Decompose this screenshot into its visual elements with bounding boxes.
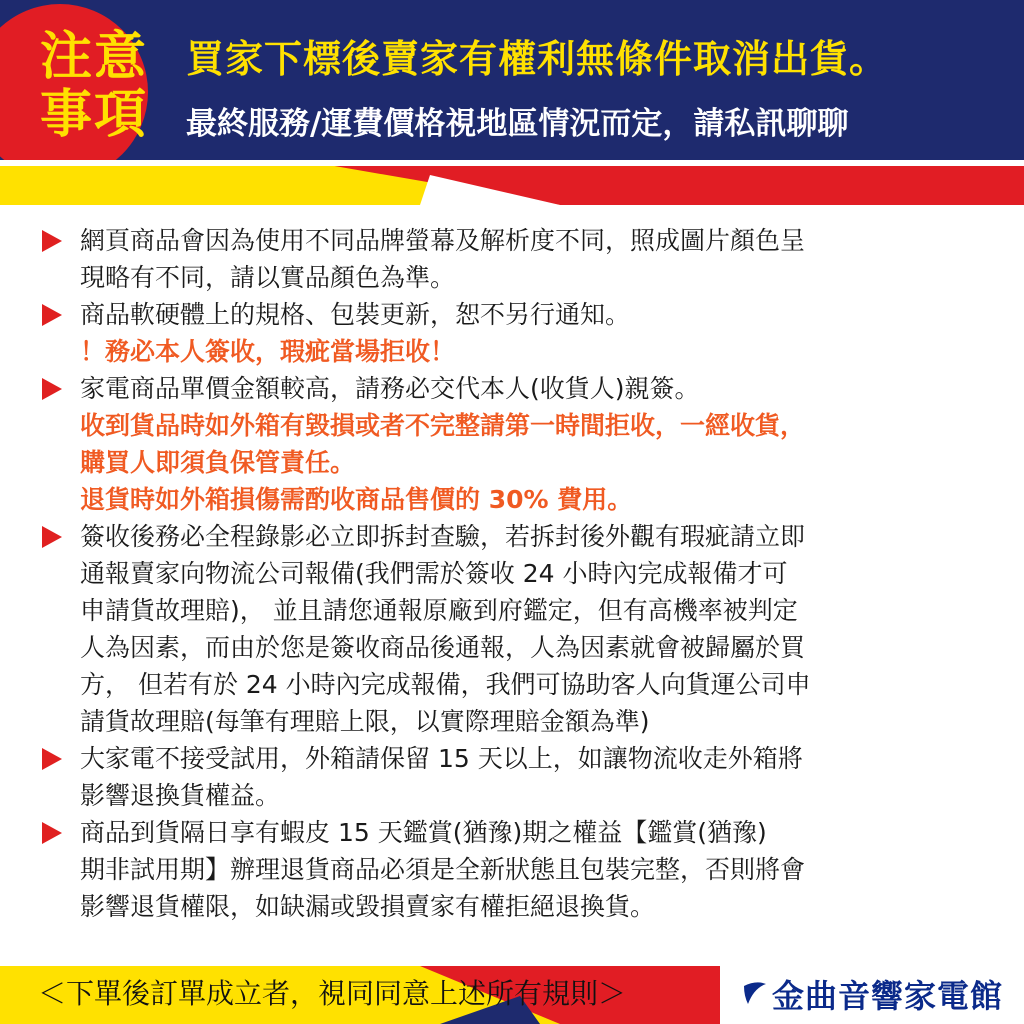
rules-agreement-text: ＜下單後訂單成立者，視同同意上述所有規則＞ (38, 977, 627, 1010)
badge-bottom: 事項 (40, 85, 149, 145)
triangle-bullet-icon (42, 748, 62, 770)
footer-banner (0, 966, 1024, 1024)
item-line: 期非試用期】辦理退貨商品必須是全新狀態且包裝完整，否則將會 (80, 855, 806, 884)
item-line: 現略有不同，請以實品顏色為準。 (80, 263, 456, 292)
triangle-bullet-icon (42, 304, 62, 326)
item-line: 商品軟硬體上的規格、包裝更新，恕不另行通知。 (80, 300, 631, 329)
item-line: 請貨故理賠(每筆有理賠上限，以實際理賠金額為準) (80, 707, 650, 736)
store-logo (740, 968, 1003, 1020)
warning-note: 退貨時如外箱損傷需酌收商品售價的 30% 費用。 (80, 485, 633, 514)
triangle-bullet-icon (42, 230, 62, 252)
list-item (40, 814, 990, 925)
list-item (40, 740, 990, 814)
triangle-bullet-icon (42, 378, 62, 400)
item-line: 影響退貨權限，如缺漏或毀損賣家有權拒絕退換貨。 (80, 892, 656, 921)
notice-badge (40, 28, 160, 144)
item-line: 影響退換貨權益。 (80, 781, 281, 810)
warning-note: 購買人即須負保管責任。 (80, 448, 356, 477)
notice-list (40, 222, 990, 925)
item-line: 通報賣家向物流公司報備(我們需於簽收 24 小時內完成報備才可 (80, 559, 788, 588)
list-item (40, 296, 990, 333)
triangle-bullet-icon (42, 526, 62, 548)
item-line: 人為因素，而由於您是簽收商品後通報，人為因素就會被歸屬於買 (80, 633, 806, 662)
item-line: 家電商品單價金額較高，請務必交代本人(收貨人)親簽。 (80, 374, 700, 403)
triangle-bullet-icon (42, 822, 62, 844)
swoosh-icon (740, 974, 768, 1014)
item-line: 簽收後務必全程錄影必立即拆封查驗，若拆封後外觀有瑕疵請立即 (80, 522, 806, 551)
header-banner (0, 0, 1024, 205)
headline: 買家下標後賣家有權利無條件取消出貨。 (186, 37, 889, 81)
item-line: 大家電不接受試用，外箱請保留 15 天以上，如讓物流收走外箱將 (80, 744, 803, 773)
list-item (40, 222, 990, 296)
item-line: 申請貨故理賠)， 並且請您通報原廠到府鑑定，但有高機率被判定 (80, 596, 798, 625)
item-line: 網頁商品會因為使用不同品牌螢幕及解析度不同，照成圖片顏色呈 (80, 226, 806, 255)
item-line: 商品到貨隔日享有蝦皮 15 天鑑賞(猶豫)期之權益【鑑賞(猶豫) (80, 818, 767, 847)
item-line: 方， 但若有於 24 小時內完成報備，我們可協助客人向貨運公司申 (80, 670, 811, 699)
badge-top: 注意 (40, 27, 149, 87)
store-name: 金曲音響家電館 (772, 977, 1004, 1015)
warning-note: ！務必本人簽收，瑕疵當場拒收！ (80, 337, 456, 366)
subline: 最終服務/運費價格視地區情況而定，請私訊聊聊 (186, 106, 849, 142)
warning-note: 收到貨品時如外箱有毀損或者不完整請第一時間拒收，一經收貨， (80, 411, 806, 440)
list-item (40, 370, 990, 407)
list-item (40, 518, 990, 740)
